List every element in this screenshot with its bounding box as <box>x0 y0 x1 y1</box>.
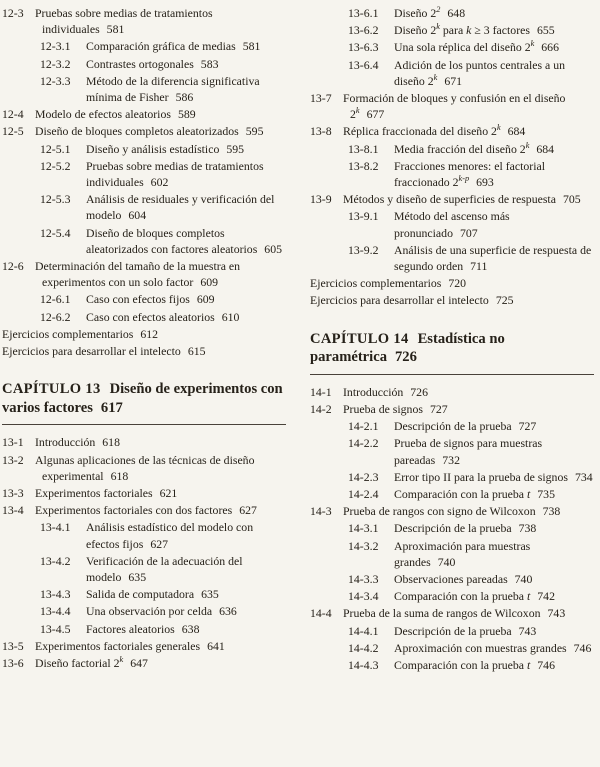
toc-entry-number: 13-5 <box>2 638 24 653</box>
toc-entry-number: 13-2 <box>2 452 24 467</box>
toc-entry-number: 12-5.2 <box>40 158 71 173</box>
toc-entry <box>2 638 286 654</box>
toc-entry-number: 13-6.4 <box>348 57 379 72</box>
toc-entry <box>310 90 594 122</box>
toc-entry-title: Ejercicios para desarrollar el intelecto 725 <box>310 293 514 308</box>
toc-entry <box>2 621 286 637</box>
toc-entry <box>310 275 594 291</box>
toc-entry-title: Salida de computadora 635 <box>86 587 219 602</box>
toc-entry <box>2 141 286 157</box>
toc-entry <box>310 123 594 139</box>
chapter-heading <box>310 330 594 375</box>
toc-entry <box>310 57 594 89</box>
toc-entry-title: Comparación con la prueba t 742 <box>394 589 555 604</box>
toc-entry-title: Métodos y diseño de superficies de respuesta 705 <box>343 192 581 207</box>
toc-entry-number: 12-5 <box>2 124 24 139</box>
toc-entry <box>2 502 286 518</box>
chapter-page: 617 <box>100 399 123 416</box>
toc-entry <box>310 242 594 274</box>
toc-entry-page: 638 <box>181 621 200 636</box>
toc-entry-title: Diseño de bloques completos aleatorizados con factores aleatorios 605 <box>86 225 282 256</box>
toc-entry-title: Ejercicios complementarios 720 <box>310 276 467 291</box>
toc-entry-number: 12-5.4 <box>40 225 71 240</box>
toc-entry-title: Contrastes ortogonales 583 <box>86 56 219 71</box>
chapter-label: CAPÍTULO 13 <box>2 381 101 398</box>
toc-entry <box>2 553 286 585</box>
toc-entry-page: 740 <box>514 572 533 587</box>
toc-entry-page: 732 <box>442 452 460 467</box>
toc-entry-page: 595 <box>245 124 264 139</box>
toc-entry-page: 746 <box>537 658 555 673</box>
toc-entry-page: 586 <box>175 90 194 105</box>
toc-entry-page: 693 <box>476 175 494 190</box>
toc-entry-page: 746 <box>573 640 592 655</box>
toc-entry-title: Diseño y análisis estadístico 595 <box>86 141 245 156</box>
toc-entry-number: 13-4.3 <box>40 587 71 602</box>
toc-entry-number: 13-4.4 <box>40 604 71 619</box>
toc-entry-title: Experimentos factoriales generales 641 <box>35 638 225 653</box>
toc-entry-number: 14-2.2 <box>348 436 379 451</box>
toc-entry <box>310 384 594 400</box>
toc-entry-title: Descripción de la prueba 738 <box>394 521 537 536</box>
toc-entry-page: 635 <box>128 570 147 585</box>
toc-entry-page: 589 <box>177 107 196 122</box>
toc-entry-title: Análisis de residuales y verificación del modelo 604 <box>86 192 275 223</box>
toc-entry-title: Experimentos factoriales 621 <box>35 486 178 501</box>
toc-entry-number: 13-4.5 <box>40 621 71 636</box>
toc-column-left <box>2 5 286 767</box>
toc-entry-title: Método del ascenso más pronunciado 707 <box>394 209 510 240</box>
toc-entry-title: Modelo de efectos aleatorios 589 <box>35 107 196 122</box>
toc-entry-page: 641 <box>207 638 225 653</box>
toc-entry-page: 581 <box>242 39 261 54</box>
toc-entry-number: 13-8 <box>310 124 332 139</box>
chapter-title: Estadística no paramétrica <box>310 330 505 366</box>
toc-entry-title: Prueba de rangos con signo de Wilcoxon 738 <box>343 504 561 519</box>
toc-entry <box>310 208 594 240</box>
toc-entry-number: 14-3.3 <box>348 572 379 587</box>
toc-entry <box>2 326 286 342</box>
toc-entry-title: Análisis estadístico del modelo con efectos fijos 627 <box>86 520 254 551</box>
toc-entry-page: 671 <box>444 73 463 88</box>
toc-entry-title: Media fracción del diseño 2$^k$ 684 <box>394 140 555 156</box>
toc-entry-page: 647 <box>130 656 148 671</box>
toc-entry-number: 12-6 <box>2 259 24 274</box>
toc-entry-title: Prueba de signos 727 <box>343 402 448 417</box>
toc-entry-title: Caso con efectos fijos 609 <box>86 292 215 307</box>
toc-entry <box>310 191 594 207</box>
toc-entry-number: 14-3 <box>310 504 332 519</box>
toc-entry-title: Diseño de bloques completos aleatorizados 595 <box>35 124 264 139</box>
toc-entry <box>2 309 286 325</box>
toc-entry-number: 13-6.3 <box>348 40 379 55</box>
toc-entry <box>2 123 286 139</box>
toc-entry-title: Aproximación con muestras grandes 746 <box>394 640 592 655</box>
chapter-heading <box>2 380 286 425</box>
chapter-label: CAPÍTULO 14 <box>310 330 409 347</box>
toc-entry-page: 618 <box>110 468 129 483</box>
toc-entry <box>2 485 286 501</box>
toc-entry-title: Factores aleatorios 638 <box>86 621 200 636</box>
toc-entry-title: Prueba de la suma de rangos de Wilcoxon 743 <box>343 606 566 621</box>
toc-entry-page: 740 <box>437 554 456 569</box>
toc-entry-title: Error tipo II para la prueba de signos 734 <box>394 469 593 484</box>
toc-entry <box>310 158 594 190</box>
toc-entry-page: 610 <box>221 309 240 324</box>
toc-entry <box>310 5 594 21</box>
toc-entry-number: 13-6 <box>2 656 24 671</box>
toc-entry-number: 13-6.1 <box>348 6 379 20</box>
toc-entry-page: 743 <box>518 623 537 638</box>
toc-entry-number: 12-3.1 <box>40 39 71 54</box>
toc-entry <box>2 655 286 671</box>
toc-entry-page: 618 <box>102 435 120 450</box>
toc-entry-number: 13-4.2 <box>40 553 71 568</box>
toc-entry-number: 12-6.1 <box>40 292 71 307</box>
toc-entry-title: Pruebas sobre medias de tratamientos individuales 602 <box>86 158 264 190</box>
toc-entry-number: 14-2.4 <box>348 487 379 502</box>
toc-entry-title: Introducción 618 <box>35 435 120 450</box>
toc-entry-number: 13-4.1 <box>40 520 71 535</box>
toc-entry-title: Fracciones menores: el factorial fraccionado 2$^{k-p}$ 693 <box>394 158 545 190</box>
toc-entry <box>310 605 594 621</box>
toc-entry-number: 14-3.4 <box>348 589 379 604</box>
toc-column-right <box>310 5 594 767</box>
toc-entry <box>310 623 594 639</box>
toc-entry-title: Prueba de signos para muestras pareadas 732 <box>394 436 543 467</box>
toc-entry <box>310 486 594 502</box>
toc-entry-number: 13-3 <box>2 486 24 501</box>
toc-entry <box>310 520 594 536</box>
toc-entry <box>2 343 286 359</box>
toc-entry <box>2 106 286 122</box>
toc-entry-number: 13-1 <box>2 435 24 450</box>
toc-entry <box>310 39 594 55</box>
toc-entry-title: Una sola réplica del diseño 2$^k$ 666 <box>394 39 559 55</box>
toc-entry-title: Ejercicios para desarrollar el intelecto 615 <box>2 344 206 359</box>
toc-entry-page: 684 <box>536 141 555 156</box>
toc-entry-page: 604 <box>128 208 147 223</box>
toc-entry-page: 615 <box>187 344 206 359</box>
toc-entry-page: 677 <box>366 107 385 122</box>
toc-entry <box>310 418 594 434</box>
toc-entry <box>310 503 594 519</box>
toc-entry-number: 14-3.2 <box>348 538 379 553</box>
toc-entry <box>2 434 286 450</box>
toc-entry-number: 13-8.2 <box>348 158 379 173</box>
toc-entry <box>2 452 286 484</box>
toc-entry <box>2 38 286 54</box>
toc-entry-title: Diseño 2$^k$ para k ≥ 3 factores 655 <box>394 22 555 38</box>
toc-entry <box>2 519 286 551</box>
toc-entry-page: 627 <box>239 503 257 518</box>
toc-entry-number: 14-4.2 <box>348 640 379 655</box>
toc-entry-page: 738 <box>518 521 537 536</box>
toc-entry <box>310 640 594 656</box>
toc-entry-title: Análisis de una superficie de respuesta de segundo orden 711 <box>394 242 592 274</box>
toc-entry <box>2 291 286 307</box>
toc-entry-number: 14-3.1 <box>348 521 379 536</box>
toc-entry <box>310 292 594 308</box>
toc-entry <box>310 588 594 604</box>
toc-entry <box>310 538 594 570</box>
toc-entry-page: 725 <box>495 293 514 308</box>
toc-entry-title: Aproximación para muestras grandes 740 <box>394 538 531 569</box>
toc-entry <box>2 603 286 619</box>
toc-entry-title: Comparación con la prueba t 735 <box>394 487 555 502</box>
toc-entry <box>2 191 286 223</box>
toc-entry-number: 12-3 <box>2 6 24 20</box>
toc-entry-title: Comparación con la prueba t 746 <box>394 658 555 673</box>
toc-entry-title: Una observación por celda 636 <box>86 604 237 619</box>
toc-entry-title: Descripción de la prueba 727 <box>394 419 537 434</box>
toc-entry-page: 735 <box>537 487 555 502</box>
toc-entry-title: Pruebas sobre medias de tratamientos individuales 581 <box>35 6 213 37</box>
toc-entry-page: 605 <box>264 241 282 256</box>
chapter-title: Diseño de experimentos con varios factores <box>2 381 283 416</box>
toc-entry-page: 666 <box>541 40 559 55</box>
toc-entry-page: 583 <box>200 56 219 71</box>
toc-entry-title: Algunas aplicaciones de las técnicas de diseño experimental 618 <box>35 452 255 483</box>
toc-entry-page: 705 <box>562 192 581 207</box>
toc-entry-page: 581 <box>106 22 125 37</box>
toc-entry-title: Adición de los puntos centrales a un diseño 2$^k$ 671 <box>394 57 566 88</box>
toc-entry-number: 13-6.2 <box>348 23 379 38</box>
toc-entry-number: 14-4 <box>310 606 332 621</box>
chapter-page: 726 <box>395 349 417 366</box>
toc-entry-title: Introducción 726 <box>343 384 428 399</box>
toc-entry <box>310 657 594 673</box>
toc-entry-page: 742 <box>537 589 555 604</box>
toc-entry-number: 13-9.2 <box>348 242 379 257</box>
toc-entry-number: 12-5.3 <box>40 192 71 207</box>
toc-entry-title: Formación de bloques y confusión en el diseño 2$^k$ 677 <box>343 91 566 122</box>
toc-entry-page: 635 <box>201 587 219 602</box>
toc-entry-page: 627 <box>150 536 169 551</box>
toc-entry-page: 727 <box>429 402 448 417</box>
toc-entry-page: 602 <box>150 175 169 190</box>
toc-entry <box>310 469 594 485</box>
toc-entry-title: Método de la diferencia significativa mínima de Fisher 586 <box>86 73 260 105</box>
toc-entry <box>2 5 286 37</box>
toc-entry <box>310 401 594 417</box>
toc-entry-page: 609 <box>196 292 215 307</box>
toc-entry-page: 609 <box>200 275 219 290</box>
toc-entry-number: 14-4.1 <box>348 623 379 638</box>
toc-entry <box>310 22 594 38</box>
toc-entry <box>310 571 594 587</box>
toc-entry-title: Réplica fraccionada del diseño 2$^k$ 684 <box>343 123 526 139</box>
toc-entry-title: Diseño $2^2$ 648 <box>394 5 466 20</box>
toc-entry-title: Caso con efectos aleatorios 610 <box>86 309 240 324</box>
toc-entry-number: 14-2.1 <box>348 419 379 434</box>
toc-entry <box>2 73 286 105</box>
toc-entry <box>2 258 286 290</box>
toc-entry-title: Ejercicios complementarios 612 <box>2 326 159 341</box>
toc-entry-number: 13-7 <box>310 91 332 106</box>
toc-entry-title: Experimentos factoriales con dos factores 627 <box>35 503 257 518</box>
toc-entry-number: 12-3.2 <box>40 56 71 71</box>
toc-entry-number: 12-6.2 <box>40 309 71 324</box>
toc-entry-number: 14-2 <box>310 402 332 417</box>
toc-entry <box>2 158 286 190</box>
toc-entry-page: 726 <box>410 384 428 399</box>
toc-entry-number: 14-1 <box>310 384 332 399</box>
toc-entry-page: 636 <box>219 604 237 619</box>
toc-entry-number: 13-8.1 <box>348 141 379 156</box>
toc-entry-page: 743 <box>547 606 566 621</box>
toc-entry-page: 720 <box>448 276 467 291</box>
toc-entry-page: 734 <box>574 469 593 484</box>
toc-entry-title: Diseño factorial 2$^k$ 647 <box>35 655 148 671</box>
toc-entry-page: 612 <box>140 326 159 341</box>
toc-entry-title: Descripción de la prueba 743 <box>394 623 537 638</box>
toc-entry-page: 648 <box>447 6 466 20</box>
toc-entry-title: Comparación gráfica de medias 581 <box>86 39 261 54</box>
toc-entry-page: 621 <box>159 486 178 501</box>
toc-entry <box>2 586 286 602</box>
toc-entry <box>310 141 594 157</box>
toc-entry-title: Determinación del tamaño de la muestra en experimentos con un solo factor 609 <box>35 259 241 290</box>
toc-entry-number: 12-3.3 <box>40 73 71 88</box>
toc-entry-page: 727 <box>518 419 537 434</box>
toc-entry-page: 595 <box>226 141 245 156</box>
toc-entry-page: 655 <box>536 23 555 38</box>
toc-entry-page: 738 <box>542 504 561 519</box>
toc-entry-number: 13-9.1 <box>348 209 379 224</box>
toc-entry-page: 707 <box>459 225 478 240</box>
toc-entry-number: 14-4.3 <box>348 658 379 673</box>
toc-entry-title: Verificación de la adecuación del modelo 635 <box>86 553 243 585</box>
toc-entry-number: 14-2.3 <box>348 469 379 484</box>
toc-entry <box>2 56 286 72</box>
toc-entry-number: 13-9 <box>310 192 332 207</box>
toc-entry-number: 13-4 <box>2 503 24 518</box>
toc-entry-page: 711 <box>470 259 488 274</box>
toc-entry-number: 12-5.1 <box>40 141 71 156</box>
toc-entry <box>310 435 594 467</box>
toc-entry-page: 684 <box>507 124 526 139</box>
toc-entry <box>2 225 286 257</box>
toc-entry-number: 12-4 <box>2 107 24 122</box>
toc-entry-title: Observaciones pareadas 740 <box>394 572 533 587</box>
